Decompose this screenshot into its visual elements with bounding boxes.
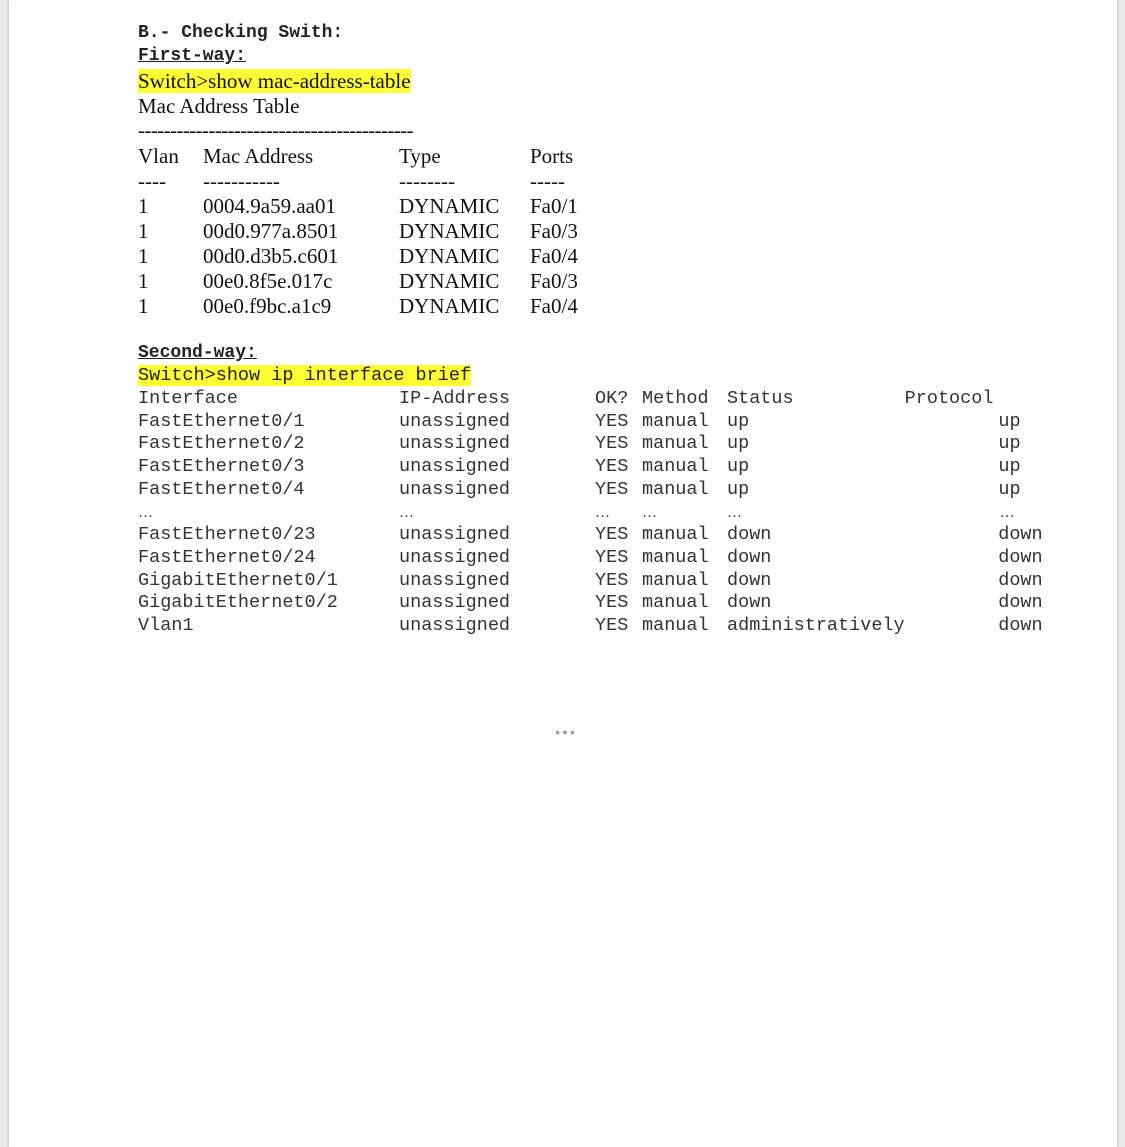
table-row xyxy=(138,524,1047,547)
mac-cell-address: 00d0.d3b5.c601 xyxy=(203,244,339,268)
ip-cell-protocol: down xyxy=(998,592,1043,614)
mac-cell-address: 00e0.f9bc.a1c9 xyxy=(203,294,332,318)
ip-cell-method: manual xyxy=(642,478,709,500)
table-row xyxy=(138,570,1047,593)
mac-cell-type: DYNAMIC xyxy=(399,269,500,293)
table-row xyxy=(138,194,600,219)
ip-cell-protocol: down xyxy=(998,615,1043,637)
mac-cell-type: DYNAMIC xyxy=(399,219,500,243)
ip-cell-address: unassigned xyxy=(399,433,511,455)
ip-cell-method: manual xyxy=(642,615,709,637)
ip-cell-ok: YES xyxy=(595,592,629,614)
ip-cell-protocol: down xyxy=(998,524,1043,546)
mac-cell-type: DYNAMIC xyxy=(399,294,500,318)
ip-cell-method: manual xyxy=(642,524,709,546)
table-row xyxy=(138,547,1047,570)
table-row xyxy=(138,411,1047,434)
table-row xyxy=(138,269,600,294)
ip-cell-interface: … xyxy=(138,504,153,521)
mac-header-address: Mac Address xyxy=(203,144,314,168)
ip-cell-interface: Vlan1 xyxy=(138,615,194,637)
mac-header-vlan: Vlan xyxy=(138,144,179,168)
ip-cell-ok: YES xyxy=(595,524,629,546)
first-way-command-text: Switch>show mac-address-table xyxy=(138,69,411,93)
ip-cell-status: down xyxy=(727,592,772,614)
mac-table-separator-row xyxy=(138,169,600,194)
table-row xyxy=(138,219,600,244)
ip-cell-status: up xyxy=(727,478,750,500)
mac-sep-type: -------- xyxy=(399,169,455,193)
section-heading: B.- Checking Swith: xyxy=(138,23,344,43)
ip-cell-protocol: up xyxy=(998,410,1021,432)
ip-header-method: Method xyxy=(642,388,709,409)
ip-cell-protocol: up xyxy=(998,478,1021,500)
mac-table-title: Mac Address Table xyxy=(138,94,300,118)
ip-cell-protocol: … xyxy=(999,504,1015,521)
table-row xyxy=(138,433,1047,456)
ip-header-ok: OK? xyxy=(595,388,629,409)
ip-cell-interface: FastEthernet0/23 xyxy=(138,524,316,546)
ip-cell-status: up xyxy=(727,456,750,478)
ip-cell-ok: … xyxy=(595,504,610,521)
ip-cell-interface: FastEthernet0/4 xyxy=(138,478,305,500)
mac-cell-type: DYNAMIC xyxy=(399,194,500,218)
ip-cell-ok: YES xyxy=(595,569,629,591)
ip-cell-address: … xyxy=(399,504,414,521)
ip-header-protocol: Protocol xyxy=(904,388,994,409)
mac-cell-vlan: 1 xyxy=(138,294,149,318)
first-way-label: First-way: xyxy=(138,46,247,66)
mac-table-rule: ------------------------------------------- xyxy=(138,118,413,142)
mac-header-ports: Ports xyxy=(530,144,574,168)
mac-sep-address: ----------- xyxy=(203,169,280,193)
mac-cell-vlan: 1 xyxy=(138,219,149,243)
ip-cell-method: manual xyxy=(642,592,709,614)
ip-cell-method: manual xyxy=(642,546,709,568)
first-way-command xyxy=(138,69,411,93)
mac-cell-vlan: 1 xyxy=(138,269,149,293)
ip-header-status: Status xyxy=(727,388,794,409)
mac-cell-vlan: 1 xyxy=(138,194,149,218)
second-way-command-text: Switch>show ip interface brief xyxy=(138,365,472,386)
table-row xyxy=(138,456,1047,479)
ip-interface-table xyxy=(138,388,1047,638)
table-row xyxy=(138,294,600,319)
ip-cell-status: … xyxy=(727,504,742,521)
ip-cell-status: down xyxy=(727,569,772,591)
ip-cell-interface: FastEthernet0/2 xyxy=(138,433,305,455)
mac-cell-address: 00e0.8f5e.017c xyxy=(203,269,333,293)
ip-cell-ok: YES xyxy=(595,546,629,568)
ip-cell-ok: YES xyxy=(595,478,629,500)
ip-cell-method: manual xyxy=(642,433,709,455)
ip-cell-protocol: down xyxy=(998,546,1043,568)
ip-cell-status: down xyxy=(727,524,772,546)
mac-header-type: Type xyxy=(399,144,441,168)
mac-cell-type: DYNAMIC xyxy=(399,244,500,268)
ip-cell-method: manual xyxy=(642,410,709,432)
mac-sep-ports: ----- xyxy=(530,169,565,193)
table-row xyxy=(138,502,1047,525)
ip-cell-interface: FastEthernet0/3 xyxy=(138,456,305,478)
ip-cell-status: up xyxy=(727,410,750,432)
section-break-mark: * * * xyxy=(555,730,575,740)
second-way-label: Second-way: xyxy=(138,343,257,363)
ip-header-interface: Interface xyxy=(138,388,238,409)
ip-cell-address: unassigned xyxy=(399,524,511,546)
ip-cell-ok: YES xyxy=(595,615,629,637)
ip-cell-protocol: up xyxy=(998,456,1021,478)
ip-cell-method: manual xyxy=(642,569,709,591)
mac-cell-vlan: 1 xyxy=(138,244,149,268)
ip-cell-address: unassigned xyxy=(399,410,511,432)
ip-cell-address: unassigned xyxy=(399,546,511,568)
ip-table-header-row xyxy=(138,388,1047,411)
ip-cell-ok: YES xyxy=(595,456,629,478)
mac-cell-port: Fa0/3 xyxy=(530,219,578,243)
ip-header-address: IP-Address xyxy=(399,388,511,409)
ip-cell-interface: FastEthernet0/1 xyxy=(138,410,305,432)
ip-cell-status: up xyxy=(727,433,750,455)
ip-cell-interface: GigabitEthernet0/2 xyxy=(138,592,338,614)
ip-cell-status: down xyxy=(727,546,772,568)
ip-cell-method: … xyxy=(642,504,657,521)
table-row xyxy=(138,592,1047,615)
mac-cell-port: Fa0/4 xyxy=(530,294,578,318)
mac-table-header-row xyxy=(138,144,600,169)
ip-cell-protocol: up xyxy=(998,433,1021,455)
ip-cell-interface: FastEthernet0/24 xyxy=(138,546,316,568)
ip-cell-status: administratively xyxy=(727,615,905,637)
mac-address-table xyxy=(138,144,600,319)
document-page xyxy=(9,0,1117,1147)
mac-cell-port: Fa0/4 xyxy=(530,244,578,268)
ip-cell-ok: YES xyxy=(595,433,629,455)
ip-cell-address: unassigned xyxy=(399,615,511,637)
ip-cell-protocol: down xyxy=(998,569,1043,591)
table-row xyxy=(138,615,1047,638)
ip-cell-address: unassigned xyxy=(399,592,511,614)
table-row xyxy=(138,479,1047,502)
mac-cell-port: Fa0/1 xyxy=(530,194,578,218)
ip-cell-address: unassigned xyxy=(399,569,511,591)
mac-cell-port: Fa0/3 xyxy=(530,269,578,293)
ip-cell-address: unassigned xyxy=(399,478,511,500)
mac-cell-address: 0004.9a59.aa01 xyxy=(203,194,336,218)
table-row xyxy=(138,244,600,269)
ip-cell-interface: GigabitEthernet0/1 xyxy=(138,569,338,591)
ip-cell-ok: YES xyxy=(595,410,629,432)
ip-cell-method: manual xyxy=(642,456,709,478)
second-way-command xyxy=(138,365,471,387)
ip-cell-address: unassigned xyxy=(399,456,511,478)
mac-cell-address: 00d0.977a.8501 xyxy=(203,219,339,243)
mac-sep-vlan: ---- xyxy=(138,169,166,193)
